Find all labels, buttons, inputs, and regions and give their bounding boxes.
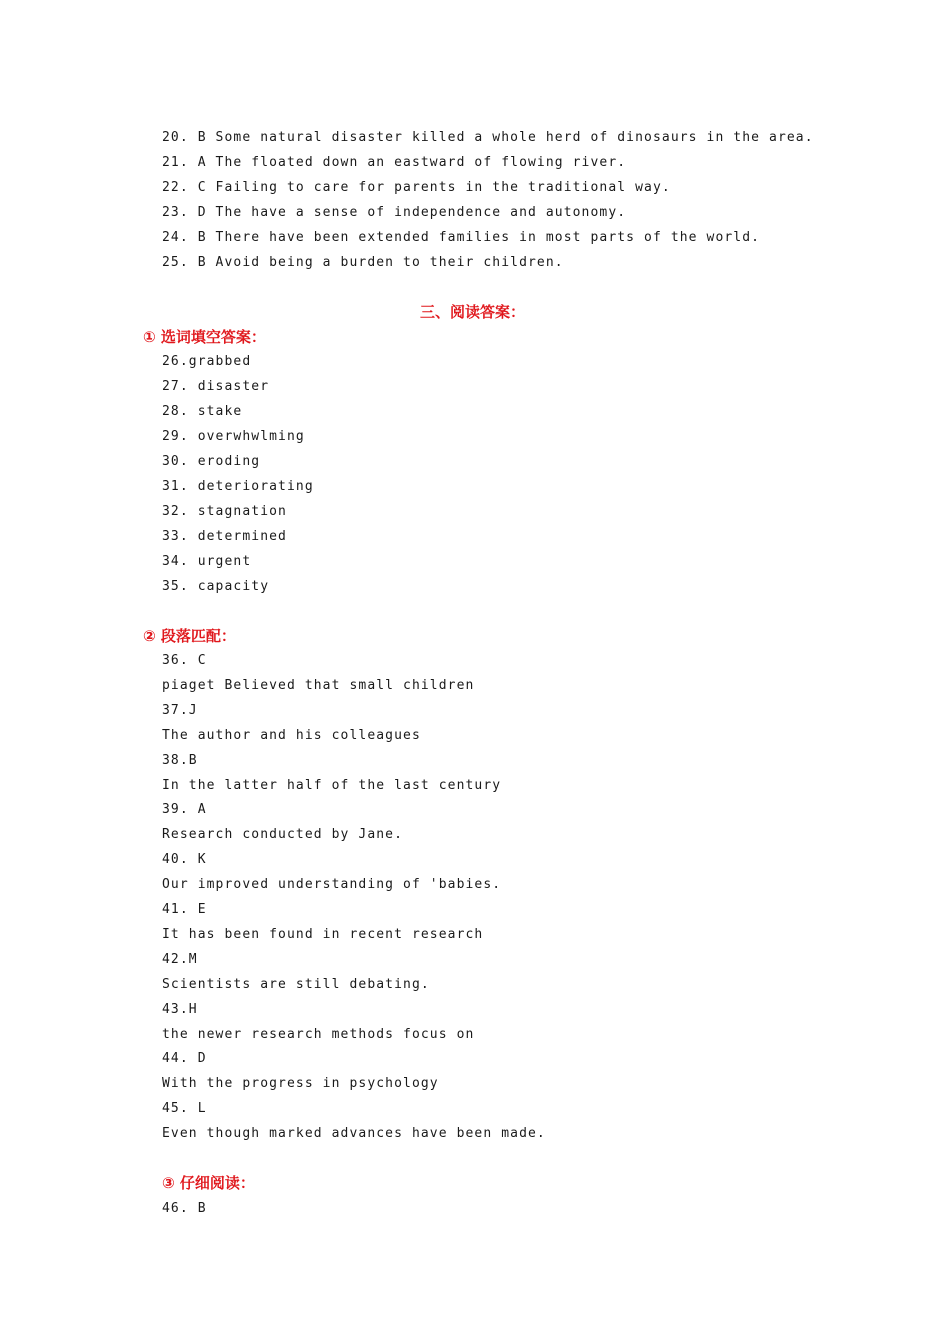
answer-line: 34. urgent	[162, 554, 252, 569]
answer-line: Research conducted by Jane.	[162, 827, 404, 842]
answer-line: 26.grabbed	[162, 354, 252, 369]
part2-heading: ② 段落匹配：	[143, 627, 236, 645]
answer-line: 23. D The have a sense of independence and autonomy.	[162, 205, 627, 220]
answer-line: Scientists are still debating.	[162, 977, 430, 992]
answer-line: 21. A The floated down an eastward of flowing river.	[162, 155, 627, 170]
answer-line: 22. C Failing to care for parents in the traditional way.	[162, 180, 671, 195]
answer-line: 29. overwhwlming	[162, 429, 305, 444]
answer-line: 40. K	[162, 852, 207, 867]
answer-line: the newer research methods focus on	[162, 1027, 475, 1042]
answer-line: Even though marked advances have been made.	[162, 1126, 546, 1141]
answer-line: With the progress in psychology	[162, 1076, 439, 1091]
part1-heading: ① 选词填空答案：	[143, 328, 266, 346]
answer-line: 28. stake	[162, 404, 243, 419]
answer-line: 41. E	[162, 902, 207, 917]
answer-line: 32. stagnation	[162, 504, 287, 519]
answer-line: 46. B	[162, 1201, 207, 1216]
answer-line: 36. C	[162, 653, 207, 668]
answer-line: The author and his colleagues	[162, 728, 421, 743]
answer-line: 42.M	[162, 952, 198, 967]
answer-line: 33. determined	[162, 529, 287, 544]
answer-line: 45. L	[162, 1101, 207, 1116]
section-title: 三、阅读答案：	[419, 303, 525, 321]
part3-heading: ③ 仔细阅读：	[162, 1174, 255, 1192]
answer-line: 24. B There have been extended families in most parts of the world.	[162, 230, 761, 245]
answer-line: Our improved understanding of 'babies.	[162, 877, 502, 892]
answer-line: 30. eroding	[162, 454, 261, 469]
answer-line: 38.B	[162, 753, 198, 768]
answer-line: 35. capacity	[162, 579, 270, 594]
answer-line: 44. D	[162, 1051, 207, 1066]
answer-line: 27. disaster	[162, 379, 270, 394]
answer-line: 25. B Avoid being a burden to their children.	[162, 255, 564, 270]
answer-line: piaget Believed that small children	[162, 678, 475, 693]
answer-line: 43.H	[162, 1002, 198, 1017]
answer-line: 20. B Some natural disaster killed a whole herd of dinosaurs in the area.	[162, 130, 814, 145]
answer-line: 39. A	[162, 802, 207, 817]
answer-line: In the latter half of the last century	[162, 778, 502, 793]
answer-line: It has been found in recent research	[162, 927, 484, 942]
answer-line: 37.J	[162, 703, 198, 718]
answer-line: 31. deteriorating	[162, 479, 314, 494]
